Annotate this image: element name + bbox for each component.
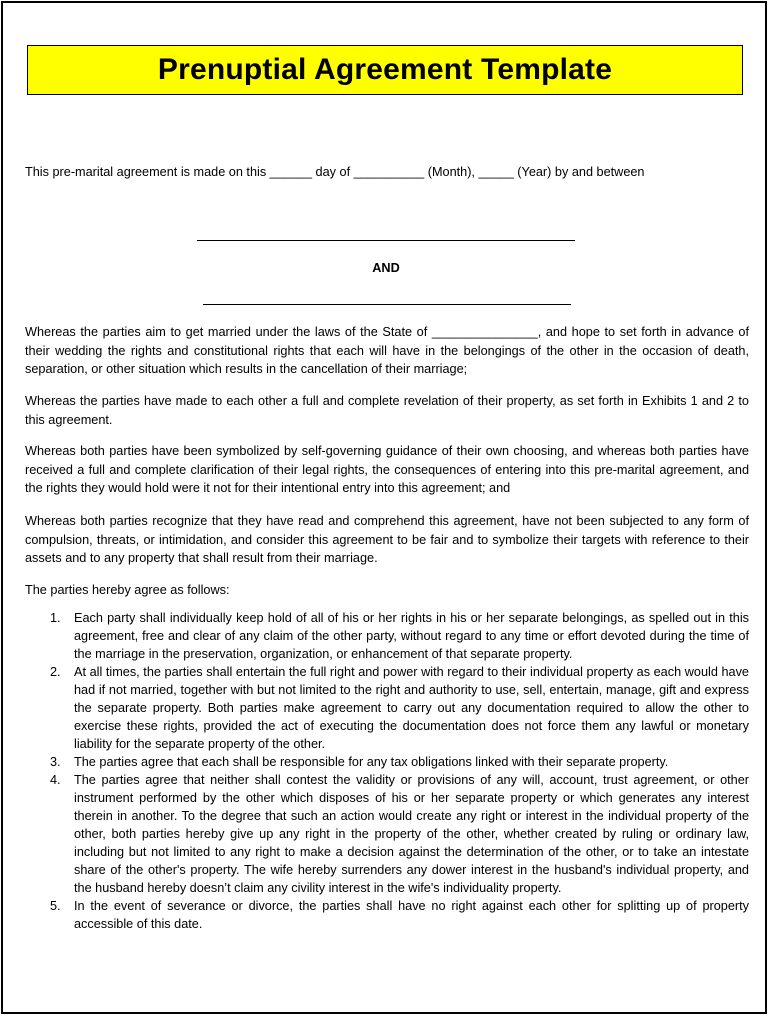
agreement-terms-list (25, 609, 749, 933)
intro-sentence: This pre-marital agreement is made on this ______ day of __________ (Month), _____ (Year) by and between (25, 165, 645, 179)
party-one-signature-line (197, 240, 575, 241)
item-number: 2. (50, 665, 61, 679)
whereas-paragraph: Whereas both parties recognize that they have read and comprehend this agreement, have not been subjected to any form of compulsion, threats, or intimidation, and consider this agreement to be fair and to symbolize their targets with reference to their assets and to any property that shall result from their marriage. (25, 514, 749, 566)
party-two-signature-line (203, 304, 571, 305)
item-number: 4. (50, 773, 61, 787)
and-label: AND (372, 261, 400, 275)
list-item (25, 609, 749, 663)
item-text: At all times, the parties shall entertain the full right and power with regard to their individual property as each would have had if not married, together with but not limited to the right and authority to use, sell, entertain, manage, gift and express the separate property. Both parties make agreement to carry out any documentation required to allow the other to exercise these rights, provided the act of executing the documentation does not force them any lawful or monetary liability for the separate property of the other. (74, 665, 749, 751)
document-page (1, 1, 767, 1014)
whereas-paragraph: Whereas the parties have made to each other a full and complete revelation of their property, as set forth in Exhibits 1 and 2 to this agreement. (25, 394, 749, 427)
item-text: The parties agree that neither shall contest the validity or provisions of any will, account, trust agreement, or other instrument performed by the other which disposes of his or her separate property or which generates any interest therein in another. To the degree that such an action would create any right or interest in the individual property of the other, both parties hereby give up any right in the property of the other, whether created by ruling or ordinary law, including but not limited to any right to make a decision against the determination of the other, or to take an intestate share of the other's property. The wife hereby surrenders any dower interest in the husband's individual property, and the husband hereby doesn’t claim any civility interest in the wife's individuality property. (74, 773, 749, 895)
document-title: Prenuptial Agreement Template (157, 53, 613, 86)
list-item (25, 753, 749, 771)
item-number: 1. (50, 611, 61, 625)
item-number: 3. (50, 755, 61, 769)
item-text: Each party shall individually keep hold of all of his or her rights in his or her separate belongings, as spelled out in this agreement, free and clear of any claim of the other party, without regard to any time or effort devoted during the time of the marriage in the preservation, organization, or enhancement of that separate property. (74, 611, 749, 661)
list-item (25, 771, 749, 897)
agreement-intro: The parties hereby agree as follows: (25, 583, 230, 597)
list-item (25, 897, 749, 933)
item-text: The parties agree that each shall be responsible for any tax obligations linked with their separate property. (74, 755, 669, 769)
whereas-paragraph: Whereas the parties aim to get married under the laws of the State of _______________, and hope to set forth in advance of their wedding the rights and constitutional rights that each will have in the belongings of the other in the occasion of death, separation, or other situation which results in the cancellation of their marriage; (25, 325, 749, 377)
list-item (25, 663, 749, 753)
title-banner (27, 45, 743, 95)
item-number: 5. (50, 899, 61, 913)
whereas-paragraph: Whereas both parties have been symbolized by self-governing guidance of their own choosing, and whereas both parties have received a full and complete clarification of their legal rights, the consequences of entering into this pre-marital agreement, and the rights they would hold were it not for their intentional entry into this agreement; and (25, 444, 749, 496)
item-text: In the event of severance or divorce, the parties shall have no right against each other for splitting up of property accessible of this date. (74, 899, 749, 931)
